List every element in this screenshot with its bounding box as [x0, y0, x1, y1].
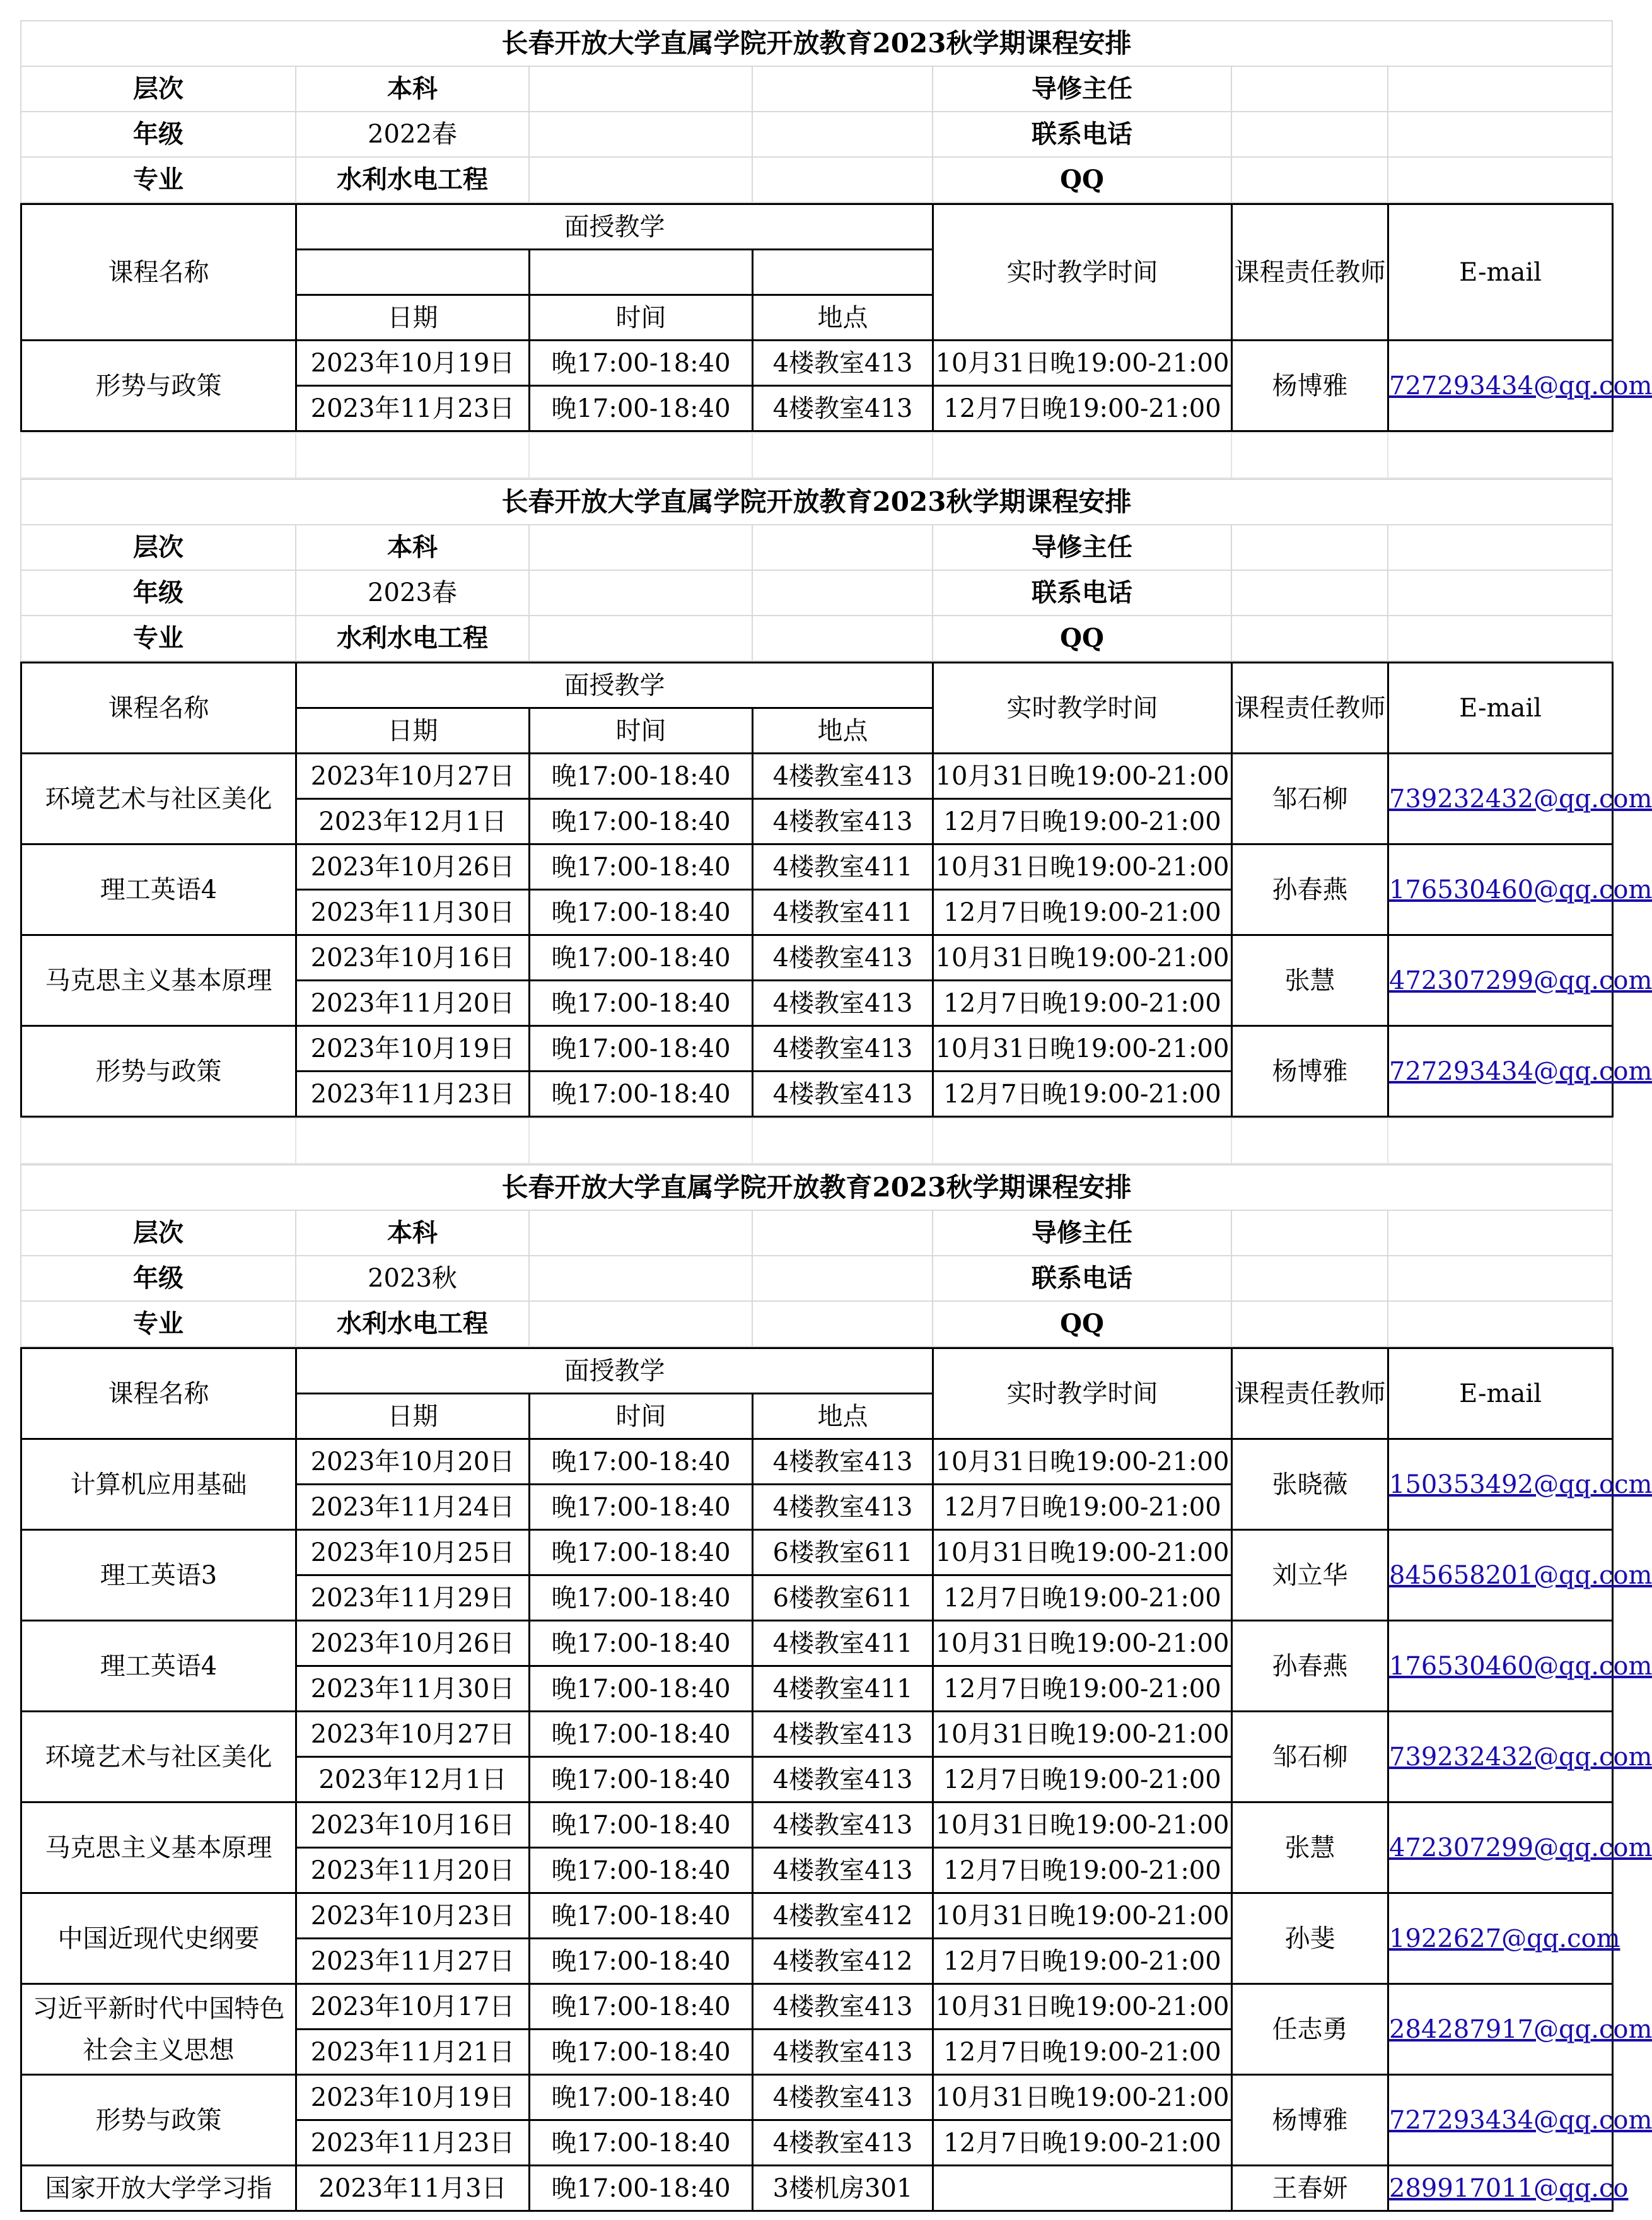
email-link[interactable]: 176530460@qq.com: [1389, 1651, 1652, 1681]
teacher-email[interactable]: [1388, 1026, 1652, 1117]
teacher-email[interactable]: [1388, 341, 1652, 431]
header-date: 日期: [296, 295, 530, 341]
session-place: 6楼教室611: [753, 1530, 933, 1575]
session-date: 2023年12月1日: [296, 1757, 530, 1802]
header-time: 时间: [530, 295, 753, 341]
table-row: [21, 1026, 1613, 1072]
session-time: 晚17:00-18:40: [530, 1848, 753, 1893]
empty-cell: [529, 1118, 752, 1164]
course-teacher: 王春妍: [1232, 2166, 1388, 2211]
table-row: [21, 935, 1613, 981]
session-date: 2023年11月27日: [296, 1939, 530, 1984]
session-time: 晚17:00-18:40: [530, 1802, 753, 1848]
live-time: 10月31日晚19:00-21:00: [933, 754, 1232, 799]
course-teacher: 张晓薇: [1232, 1439, 1388, 1530]
empty-cell: [296, 250, 530, 295]
live-time: 10月31日晚19:00-21:00: [933, 1802, 1232, 1848]
session-date: 2023年10月17日: [296, 1984, 530, 2030]
session-time: 晚17:00-18:40: [530, 1575, 753, 1621]
course-table-1: [20, 662, 1652, 1118]
header-date: 日期: [296, 1394, 530, 1439]
live-time: 12月7日晚19:00-21:00: [933, 2120, 1232, 2166]
session-place: 4楼教室413: [753, 1439, 933, 1485]
session-date: 2023年11月30日: [296, 890, 530, 935]
value-grade: 2023秋: [296, 1256, 529, 1301]
course-teacher: 邹石柳: [1232, 1712, 1388, 1802]
email-link[interactable]: 1922627@qq.com: [1389, 1924, 1620, 1953]
header-date: 日期: [296, 708, 530, 754]
email-link[interactable]: 472307299@qq.com: [1389, 966, 1652, 995]
course-teacher: 刘立华: [1232, 1530, 1388, 1621]
session-date: 2023年11月30日: [296, 1666, 530, 1712]
session-place: 4楼教室413: [753, 2030, 933, 2075]
empty-cell: [296, 1118, 529, 1164]
schedule-title: 长春开放大学直属学院开放教育2023秋学期课程安排: [21, 479, 1612, 525]
session-time: 晚17:00-18:40: [530, 981, 753, 1026]
teacher-email[interactable]: [1388, 1621, 1652, 1712]
session-time: 晚17:00-18:40: [530, 1026, 753, 1072]
empty-cell: [529, 1256, 752, 1301]
session-time: 晚17:00-18:40: [530, 890, 753, 935]
session-date: 2023年11月23日: [296, 386, 530, 431]
email-link[interactable]: 176530460@qq.com: [1389, 875, 1652, 904]
session-place: 4楼教室413: [753, 1485, 933, 1530]
empty-cell: [933, 1118, 1231, 1164]
email-link[interactable]: 727293434@qq.com: [1389, 1056, 1652, 1086]
value-major: 水利水电工程: [296, 616, 529, 661]
session-time: 晚17:00-18:40: [530, 1666, 753, 1712]
teacher-email[interactable]: [1388, 1439, 1652, 1530]
empty-cell: [752, 112, 933, 157]
empty-cell: [1231, 1118, 1388, 1164]
table-row: [21, 1439, 1613, 1485]
teacher-email[interactable]: [1388, 1984, 1652, 2075]
session-date: 2023年11月24日: [296, 1485, 530, 1530]
teacher-email[interactable]: [1388, 1893, 1620, 1984]
course-name: 理工英语4: [21, 1621, 296, 1712]
session-time: 晚17:00-18:40: [530, 1439, 753, 1485]
live-time: 12月7日晚19:00-21:00: [933, 1072, 1232, 1117]
course-table-0: [20, 203, 1652, 432]
value-level: 本科: [296, 525, 529, 570]
course-name: 环境艺术与社区美化: [21, 1712, 296, 1802]
empty-cell: [529, 1301, 752, 1347]
label-qq: QQ: [933, 1301, 1231, 1347]
course-name: 形势与政策: [21, 2075, 296, 2166]
live-time: 10月31日晚19:00-21:00: [933, 1712, 1232, 1757]
live-time: 10月31日晚19:00-21:00: [933, 1530, 1232, 1575]
session-time: 晚17:00-18:40: [530, 386, 753, 431]
session-place: 4楼教室412: [753, 1893, 933, 1939]
session-time: 晚17:00-18:40: [530, 1072, 753, 1117]
empty-cell: [752, 1256, 933, 1301]
session-time: 晚17:00-18:40: [530, 1939, 753, 1984]
empty-cell: [1231, 157, 1388, 202]
empty-cell: [1388, 616, 1612, 661]
session-date: 2023年10月16日: [296, 1802, 530, 1848]
session-place: 4楼教室413: [753, 935, 933, 981]
label-grade: 年级: [21, 1256, 296, 1301]
course-teacher: 邹石柳: [1232, 754, 1388, 844]
label-mentor: 导修主任: [933, 66, 1231, 112]
session-place: 3楼机房301: [753, 2166, 933, 2211]
course-teacher: 孙斐: [1232, 1893, 1388, 1984]
session-time: 晚17:00-18:40: [530, 1757, 753, 1802]
course-teacher: 张慧: [1232, 935, 1388, 1026]
session-date: 2023年10月23日: [296, 1893, 530, 1939]
label-grade: 年级: [21, 112, 296, 157]
label-qq: QQ: [933, 157, 1231, 202]
session-time: 晚17:00-18:40: [530, 1712, 753, 1757]
email-link[interactable]: 727293434@qq.com: [1389, 371, 1652, 400]
email-link[interactable]: 472307299@qq.com: [1389, 1833, 1652, 1862]
label-grade: 年级: [21, 570, 296, 616]
session-time: 晚17:00-18:40: [530, 2120, 753, 2166]
label-level: 层次: [21, 1210, 296, 1256]
session-place: 4楼教室413: [753, 1072, 933, 1117]
live-time: 12月7日晚19:00-21:00: [933, 2030, 1232, 2075]
session-date: 2023年11月23日: [296, 1072, 530, 1117]
table-row: [21, 1984, 1613, 2030]
teacher-email[interactable]: [1388, 1712, 1652, 1802]
course-name: 中国近现代史纲要: [21, 1893, 296, 1984]
live-time: 12月7日晚19:00-21:00: [933, 1485, 1232, 1530]
teacher-email[interactable]: [1388, 2166, 1629, 2211]
session-place: 4楼教室413: [753, 1802, 933, 1848]
header-course-name: 课程名称: [21, 663, 296, 754]
session-place: 4楼教室413: [753, 341, 933, 386]
empty-cell: [529, 66, 752, 112]
table-row: [21, 1712, 1613, 1757]
session-place: 4楼教室413: [753, 1757, 933, 1802]
course-name: 形势与政策: [21, 341, 296, 431]
live-time: 10月31日晚19:00-21:00: [933, 1984, 1232, 2030]
session-date: 2023年10月25日: [296, 1530, 530, 1575]
teacher-email[interactable]: [1388, 1530, 1652, 1621]
session-date: 2023年11月3日: [296, 2166, 530, 2211]
header-teacher: 课程责任教师: [1232, 1348, 1388, 1439]
value-major: 水利水电工程: [296, 157, 529, 202]
course-teacher: 任志勇: [1232, 1984, 1388, 2075]
header-email: E-mail: [1388, 663, 1613, 754]
header-live-time: 实时教学时间: [933, 1348, 1232, 1439]
empty-cell: [529, 157, 752, 202]
empty-cell: [1388, 1301, 1612, 1347]
header-place: 地点: [753, 708, 933, 754]
course-table-2: [20, 1347, 1652, 2212]
header-face-teaching: 面授教学: [296, 204, 933, 250]
session-date: 2023年10月20日: [296, 1439, 530, 1485]
header-place: 地点: [753, 1394, 933, 1439]
course-teacher: 杨博雅: [1232, 341, 1388, 431]
session-place: 4楼教室411: [753, 844, 933, 890]
empty-cell: [753, 250, 933, 295]
empty-cell: [530, 250, 753, 295]
course-name: 计算机应用基础: [21, 1439, 296, 1530]
session-time: 晚17:00-18:40: [530, 1893, 753, 1939]
empty-cell: [1231, 1210, 1388, 1256]
empty-cell: [752, 525, 933, 570]
header-email: E-mail: [1388, 204, 1613, 341]
table-row: [21, 1802, 1613, 1848]
session-place: 4楼教室413: [753, 1712, 933, 1757]
course-teacher: 孙春燕: [1232, 1621, 1388, 1712]
live-time: 10月31日晚19:00-21:00: [933, 1439, 1232, 1485]
live-time: 10月31日晚19:00-21:00: [933, 2075, 1232, 2120]
table-row: [21, 2166, 1613, 2211]
label-major: 专业: [21, 1301, 296, 1347]
session-time: 晚17:00-18:40: [530, 1530, 753, 1575]
live-time: 12月7日晚19:00-21:00: [933, 1666, 1232, 1712]
label-level: 层次: [21, 525, 296, 570]
label-major: 专业: [21, 157, 296, 202]
session-time: 晚17:00-18:40: [530, 2030, 753, 2075]
empty-cell: [752, 1301, 933, 1347]
session-time: 晚17:00-18:40: [530, 2075, 753, 2120]
session-place: 4楼教室412: [753, 1939, 933, 1984]
header-time: 时间: [530, 708, 753, 754]
empty-cell: [296, 433, 529, 478]
table-row: [21, 1893, 1613, 1939]
course-name: 马克思主义基本原理: [21, 1802, 296, 1893]
email-link[interactable]: 739232432@qq.com: [1389, 1742, 1652, 1772]
session-date: 2023年11月20日: [296, 1848, 530, 1893]
session-date: 2023年10月19日: [296, 2075, 530, 2120]
email-link[interactable]: 150353492@qq.ocm: [1389, 1469, 1652, 1499]
live-time: 12月7日晚19:00-21:00: [933, 981, 1232, 1026]
value-level: 本科: [296, 1210, 529, 1256]
session-date: 2023年10月19日: [296, 341, 530, 386]
value-level: 本科: [296, 66, 529, 112]
empty-cell: [1388, 157, 1612, 202]
empty-cell: [529, 570, 752, 616]
empty-cell: [1231, 616, 1388, 661]
session-date: 2023年10月27日: [296, 1712, 530, 1757]
label-qq: QQ: [933, 616, 1231, 661]
course-name: 理工英语3: [21, 1530, 296, 1621]
session-date: 2023年11月23日: [296, 2120, 530, 2166]
header-course-name: 课程名称: [21, 1348, 296, 1439]
value-major: 水利水电工程: [296, 1301, 529, 1347]
live-time: 10月31日晚19:00-21:00: [933, 1893, 1232, 1939]
teacher-email[interactable]: [1388, 935, 1652, 1026]
live-time: 10月31日晚19:00-21:00: [933, 1621, 1232, 1666]
label-major: 专业: [21, 616, 296, 661]
header-course-name: 课程名称: [21, 204, 296, 341]
header-time: 时间: [530, 1394, 753, 1439]
table-row: [21, 844, 1613, 890]
session-time: 晚17:00-18:40: [530, 2166, 753, 2211]
live-time: 12月7日晚19:00-21:00: [933, 1575, 1232, 1621]
teacher-email[interactable]: [1388, 1802, 1652, 1893]
live-time: [933, 2166, 1232, 2211]
session-time: 晚17:00-18:40: [530, 1485, 753, 1530]
empty-cell: [1388, 112, 1612, 157]
course-name: 环境艺术与社区美化: [21, 754, 296, 844]
empty-cell: [752, 1210, 933, 1256]
course-teacher: 孙春燕: [1232, 844, 1388, 935]
session-place: 4楼教室413: [753, 386, 933, 431]
live-time: 10月31日晚19:00-21:00: [933, 341, 1232, 386]
session-date: 2023年11月29日: [296, 1575, 530, 1621]
header-live-time: 实时教学时间: [933, 663, 1232, 754]
block-header-2: [20, 1164, 1613, 1347]
session-place: 4楼教室413: [753, 799, 933, 844]
empty-cell: [1231, 570, 1388, 616]
email-link[interactable]: 845658201@qq.com: [1389, 1560, 1652, 1590]
empty-cell: [752, 66, 933, 112]
label-phone: 联系电话: [933, 1256, 1231, 1301]
empty-cell: [933, 433, 1231, 478]
session-time: 晚17:00-18:40: [530, 844, 753, 890]
session-time: 晚17:00-18:40: [530, 1984, 753, 2030]
teacher-email[interactable]: [1388, 754, 1652, 844]
header-face-teaching: 面授教学: [296, 1348, 933, 1394]
session-place: 4楼教室413: [753, 1848, 933, 1893]
email-link[interactable]: 727293434@qq.com: [1389, 2105, 1652, 2135]
empty-cell: [752, 433, 933, 478]
header-teacher: 课程责任教师: [1232, 663, 1388, 754]
live-time: 10月31日晚19:00-21:00: [933, 1026, 1232, 1072]
header-teacher: 课程责任教师: [1232, 204, 1388, 341]
table-row: [21, 2075, 1613, 2120]
empty-cell: [529, 616, 752, 661]
block-spacer: [20, 432, 1613, 479]
block-header-1: [20, 479, 1613, 662]
label-mentor: 导修主任: [933, 525, 1231, 570]
live-time: 10月31日晚19:00-21:00: [933, 844, 1232, 890]
session-place: 4楼教室413: [753, 981, 933, 1026]
empty-cell: [1388, 525, 1612, 570]
live-time: 12月7日晚19:00-21:00: [933, 1848, 1232, 1893]
empty-cell: [1231, 112, 1388, 157]
empty-cell: [21, 433, 296, 478]
empty-cell: [1231, 1256, 1388, 1301]
table-row: [21, 754, 1613, 799]
session-place: 4楼教室413: [753, 1026, 933, 1072]
live-time: 10月31日晚19:00-21:00: [933, 935, 1232, 981]
header-place: 地点: [753, 295, 933, 341]
empty-cell: [529, 525, 752, 570]
email-link[interactable]: 284287917@qq.com: [1389, 2014, 1652, 2044]
session-date: 2023年10月26日: [296, 844, 530, 890]
teacher-email[interactable]: [1388, 2075, 1652, 2166]
value-grade: 2023春: [296, 570, 529, 616]
email-link[interactable]: 739232432@qq.com: [1389, 784, 1652, 814]
session-time: 晚17:00-18:40: [530, 341, 753, 386]
empty-cell: [21, 1118, 296, 1164]
live-time: 12月7日晚19:00-21:00: [933, 1757, 1232, 1802]
teacher-email[interactable]: [1388, 844, 1652, 935]
course-teacher: 杨博雅: [1232, 1026, 1388, 1117]
session-time: 晚17:00-18:40: [530, 754, 753, 799]
schedule-sheet: [20, 20, 1652, 2212]
empty-cell: [1388, 1210, 1612, 1256]
course-name: 国家开放大学学习指: [21, 2166, 296, 2211]
session-place: 4楼教室413: [753, 754, 933, 799]
empty-cell: [752, 157, 933, 202]
empty-cell: [752, 570, 933, 616]
session-date: 2023年10月26日: [296, 1621, 530, 1666]
course-name: 形势与政策: [21, 1026, 296, 1117]
session-date: 2023年10月16日: [296, 935, 530, 981]
session-place: 4楼教室411: [753, 1666, 933, 1712]
schedule-title: 长春开放大学直属学院开放教育2023秋学期课程安排: [21, 21, 1612, 66]
course-teacher: 杨博雅: [1232, 2075, 1388, 2166]
header-email: E-mail: [1388, 1348, 1613, 1439]
empty-cell: [1231, 433, 1388, 478]
empty-cell: [529, 1210, 752, 1256]
empty-cell: [1231, 1301, 1388, 1347]
session-place: 4楼教室411: [753, 1621, 933, 1666]
session-time: 晚17:00-18:40: [530, 799, 753, 844]
label-level: 层次: [21, 66, 296, 112]
session-date: 2023年10月27日: [296, 754, 530, 799]
live-time: 12月7日晚19:00-21:00: [933, 799, 1232, 844]
empty-cell: [1388, 570, 1612, 616]
table-row: [21, 1530, 1613, 1575]
course-name: 马克思主义基本原理: [21, 935, 296, 1026]
value-grade: 2022春: [296, 112, 529, 157]
header-face-teaching: 面授教学: [296, 663, 933, 708]
session-date: 2023年12月1日: [296, 799, 530, 844]
empty-cell: [529, 433, 752, 478]
table-row: [21, 341, 1613, 386]
live-time: 12月7日晚19:00-21:00: [933, 1939, 1232, 1984]
empty-cell: [1388, 433, 1612, 478]
course-teacher: 张慧: [1232, 1802, 1388, 1893]
label-mentor: 导修主任: [933, 1210, 1231, 1256]
session-time: 晚17:00-18:40: [530, 935, 753, 981]
empty-cell: [1388, 66, 1612, 112]
session-date: 2023年11月21日: [296, 2030, 530, 2075]
empty-cell: [1231, 525, 1388, 570]
empty-cell: [1388, 1256, 1612, 1301]
session-date: 2023年11月20日: [296, 981, 530, 1026]
session-place: 4楼教室413: [753, 1984, 933, 2030]
empty-cell: [1231, 66, 1388, 112]
live-time: 12月7日晚19:00-21:00: [933, 890, 1232, 935]
empty-cell: [529, 112, 752, 157]
table-row: [21, 1621, 1613, 1666]
session-time: 晚17:00-18:40: [530, 1621, 753, 1666]
block-header-0: [20, 20, 1613, 203]
course-name: 理工英语4: [21, 844, 296, 935]
label-phone: 联系电话: [933, 112, 1231, 157]
session-place: 4楼教室411: [753, 890, 933, 935]
session-place: 4楼教室413: [753, 2075, 933, 2120]
schedule-title: 长春开放大学直属学院开放教育2023秋学期课程安排: [21, 1165, 1612, 1210]
live-time: 12月7日晚19:00-21:00: [933, 386, 1232, 431]
course-name: 习近平新时代中国特色社会主义思想: [21, 1984, 296, 2075]
label-phone: 联系电话: [933, 570, 1231, 616]
session-place: 6楼教室611: [753, 1575, 933, 1621]
empty-cell: [752, 1118, 933, 1164]
session-date: 2023年10月19日: [296, 1026, 530, 1072]
empty-cell: [1388, 1118, 1612, 1164]
block-spacer: [20, 1118, 1613, 1164]
session-place: 4楼教室413: [753, 2120, 933, 2166]
empty-cell: [752, 616, 933, 661]
email-link[interactable]: 289917011@qq.co: [1389, 2173, 1629, 2203]
header-live-time: 实时教学时间: [933, 204, 1232, 341]
